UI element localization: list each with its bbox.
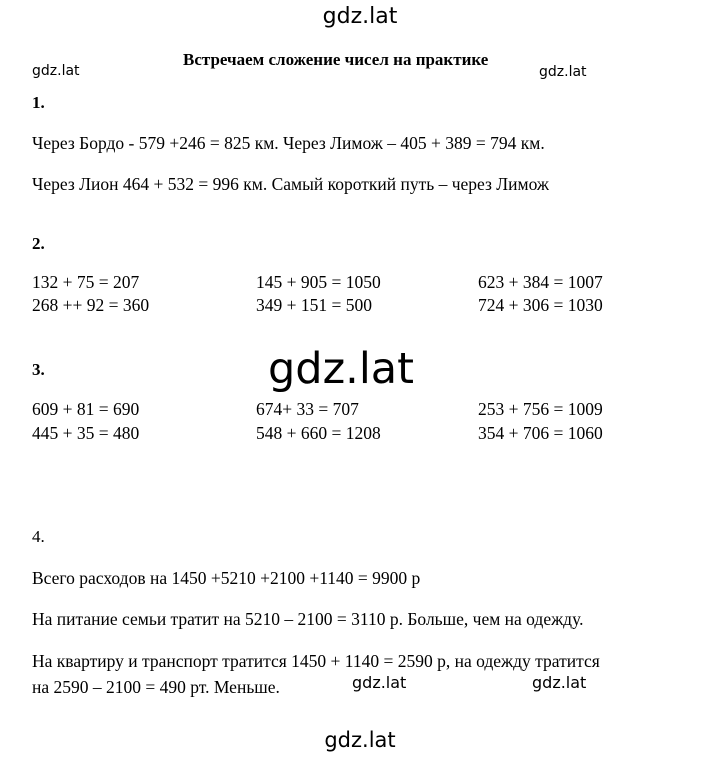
watermark-bottom-mid-1: gdz.lat [352, 673, 407, 692]
task4-line4: на 2590 – 2100 = 490 рт. Меньше. [32, 677, 280, 697]
page-title: Встречаем сложение чисел на практике [183, 50, 489, 69]
task3-r1-c1: 609 + 81 = 690 [32, 399, 140, 419]
watermark-title-right: gdz.lat [539, 64, 587, 80]
task3-number: 3. [32, 360, 45, 379]
watermark-left: gdz.lat [32, 63, 80, 79]
task2-r1-c3: 623 + 384 = 1007 [478, 272, 603, 292]
task2-r2-c1: 268 ++ 92 = 360 [32, 295, 150, 315]
task2-r1-c2: 145 + 905 = 1050 [256, 272, 381, 292]
watermark-bottom-mid-2: gdz.lat [532, 673, 587, 692]
task3-r2-c2: 548 + 660 = 1208 [256, 423, 381, 443]
task3-r1-c3: 253 + 756 = 1009 [478, 399, 603, 419]
task3-r1-c2: 674+ 33 = 707 [256, 399, 359, 419]
task2-r2-c2: 349 + 151 = 500 [256, 295, 372, 315]
task3-r2-c3: 354 + 706 = 1060 [478, 423, 603, 443]
task1-number: 1. [32, 93, 45, 112]
task3-r2-c1: 445 + 35 = 480 [32, 423, 140, 443]
task2-r1-c1: 132 + 75 = 207 [32, 272, 140, 292]
watermark-top: gdz.lat [322, 4, 398, 29]
task2-number: 2. [32, 234, 45, 253]
task1-line1: Через Бордо - 579 +246 = 825 км. Через Лимож – 405 + 389 = 794 км. [32, 133, 545, 153]
watermark-center: gdz.lat [268, 344, 414, 394]
task4-line3: На квартиру и транспорт тратится 1450 + 1140 = 2590 р, на одежду тратится [32, 651, 600, 671]
task4-line1: Всего расходов на 1450 +5210 +2100 +1140 = 9900 р [32, 568, 421, 588]
task1-line2: Через Лион 464 + 532 = 996 км. Самый короткий путь – через Лимож [32, 174, 550, 194]
task2-r2-c3: 724 + 306 = 1030 [478, 295, 603, 315]
task4-number: 4. [32, 527, 45, 546]
watermark-footer: gdz.lat [324, 728, 396, 752]
task4-line2: На питание семьи тратит на 5210 – 2100 = 3110 р. Больше, чем на одежду. [32, 609, 584, 629]
